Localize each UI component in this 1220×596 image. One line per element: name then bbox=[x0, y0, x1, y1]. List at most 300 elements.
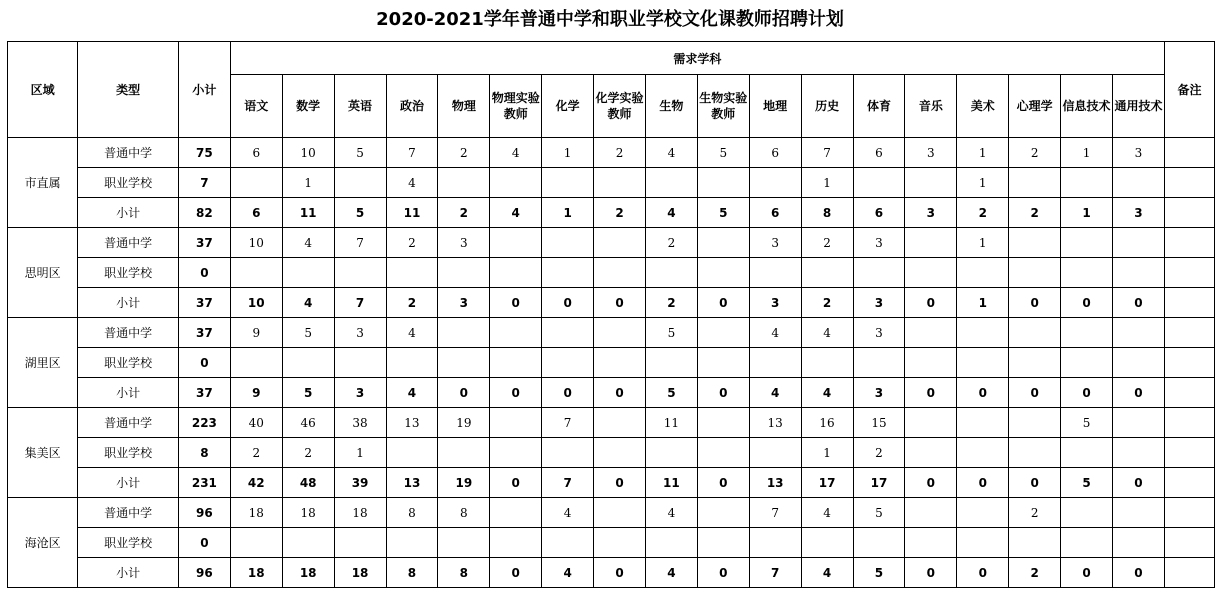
value-cell bbox=[230, 528, 282, 558]
value-cell: 3 bbox=[853, 288, 905, 318]
total-cell: 0 bbox=[178, 258, 230, 288]
region-cell: 海沧区 bbox=[8, 498, 78, 588]
value-cell: 17 bbox=[853, 468, 905, 498]
value-cell: 4 bbox=[490, 198, 542, 228]
value-cell: 5 bbox=[282, 318, 334, 348]
value-cell bbox=[1112, 228, 1164, 258]
total-cell: 8 bbox=[178, 438, 230, 468]
table-row bbox=[8, 408, 1215, 438]
value-cell bbox=[905, 168, 957, 198]
value-cell bbox=[490, 318, 542, 348]
value-cell bbox=[749, 438, 801, 468]
table-row bbox=[8, 198, 1215, 228]
total-cell: 231 bbox=[178, 468, 230, 498]
value-cell: 5 bbox=[645, 378, 697, 408]
value-cell bbox=[905, 528, 957, 558]
type-cell: 普通中学 bbox=[78, 138, 179, 168]
recruitment-plan-table bbox=[7, 41, 1215, 588]
value-cell: 3 bbox=[905, 198, 957, 228]
value-cell: 4 bbox=[542, 498, 594, 528]
value-cell: 9 bbox=[230, 318, 282, 348]
table-row bbox=[8, 498, 1215, 528]
value-cell bbox=[697, 168, 749, 198]
value-cell bbox=[853, 258, 905, 288]
value-cell: 8 bbox=[386, 498, 438, 528]
value-cell: 1 bbox=[542, 198, 594, 228]
value-cell: 0 bbox=[957, 378, 1009, 408]
value-cell bbox=[594, 438, 646, 468]
subject-header: 地理 bbox=[749, 75, 801, 138]
value-cell bbox=[957, 348, 1009, 378]
value-cell bbox=[490, 528, 542, 558]
table-row bbox=[8, 168, 1215, 198]
value-cell bbox=[1112, 438, 1164, 468]
value-cell: 2 bbox=[594, 198, 646, 228]
value-cell: 5 bbox=[853, 498, 905, 528]
type-cell: 普通中学 bbox=[78, 498, 179, 528]
subject-group-header: 需求学科 bbox=[230, 42, 1164, 75]
remark-cell bbox=[1164, 138, 1214, 168]
value-cell bbox=[1061, 318, 1113, 348]
type-cell: 普通中学 bbox=[78, 228, 179, 258]
subject-header: 语文 bbox=[230, 75, 282, 138]
value-cell bbox=[542, 438, 594, 468]
type-cell: 小计 bbox=[78, 198, 179, 228]
remark-cell bbox=[1164, 558, 1214, 588]
value-cell: 18 bbox=[230, 498, 282, 528]
region-cell: 市直属 bbox=[8, 138, 78, 228]
value-cell bbox=[697, 528, 749, 558]
value-cell bbox=[282, 528, 334, 558]
value-cell: 17 bbox=[801, 468, 853, 498]
subject-header: 信息技术 bbox=[1061, 75, 1113, 138]
table-row bbox=[8, 558, 1215, 588]
value-cell: 0 bbox=[697, 288, 749, 318]
value-cell: 0 bbox=[1061, 378, 1113, 408]
value-cell: 2 bbox=[1009, 138, 1061, 168]
value-cell: 7 bbox=[542, 468, 594, 498]
value-cell bbox=[386, 438, 438, 468]
subject-header: 体育 bbox=[853, 75, 905, 138]
value-cell bbox=[542, 348, 594, 378]
remark-cell bbox=[1164, 198, 1214, 228]
value-cell: 0 bbox=[697, 558, 749, 588]
value-cell bbox=[853, 348, 905, 378]
value-cell: 2 bbox=[438, 198, 490, 228]
value-cell bbox=[438, 348, 490, 378]
value-cell bbox=[334, 258, 386, 288]
value-cell bbox=[697, 318, 749, 348]
value-cell bbox=[905, 348, 957, 378]
value-cell bbox=[1009, 348, 1061, 378]
value-cell: 2 bbox=[230, 438, 282, 468]
value-cell: 8 bbox=[438, 558, 490, 588]
value-cell bbox=[542, 168, 594, 198]
value-cell bbox=[594, 318, 646, 348]
value-cell bbox=[594, 408, 646, 438]
table-row bbox=[8, 468, 1215, 498]
value-cell: 8 bbox=[438, 498, 490, 528]
value-cell: 5 bbox=[282, 378, 334, 408]
value-cell: 46 bbox=[282, 408, 334, 438]
value-cell: 0 bbox=[957, 558, 1009, 588]
subject-header: 生物 bbox=[645, 75, 697, 138]
value-cell bbox=[905, 438, 957, 468]
value-cell: 0 bbox=[542, 378, 594, 408]
type-cell: 小计 bbox=[78, 558, 179, 588]
value-cell: 0 bbox=[490, 558, 542, 588]
value-cell: 0 bbox=[905, 288, 957, 318]
value-cell: 3 bbox=[438, 228, 490, 258]
remark-cell bbox=[1164, 288, 1214, 318]
value-cell: 0 bbox=[1061, 558, 1113, 588]
value-cell: 1 bbox=[957, 228, 1009, 258]
value-cell bbox=[1112, 408, 1164, 438]
value-cell bbox=[1112, 498, 1164, 528]
value-cell: 4 bbox=[282, 288, 334, 318]
value-cell: 10 bbox=[230, 288, 282, 318]
value-cell: 7 bbox=[542, 408, 594, 438]
subject-header: 英语 bbox=[334, 75, 386, 138]
value-cell bbox=[957, 408, 1009, 438]
value-cell: 8 bbox=[801, 198, 853, 228]
value-cell bbox=[1112, 258, 1164, 288]
subject-header: 物理 bbox=[438, 75, 490, 138]
value-cell: 6 bbox=[230, 198, 282, 228]
value-cell: 0 bbox=[594, 468, 646, 498]
value-cell: 2 bbox=[645, 288, 697, 318]
value-cell: 13 bbox=[749, 468, 801, 498]
remark-cell bbox=[1164, 438, 1214, 468]
value-cell bbox=[1061, 168, 1113, 198]
value-cell: 4 bbox=[801, 498, 853, 528]
subject-header: 物理实验教师 bbox=[490, 75, 542, 138]
value-cell bbox=[230, 168, 282, 198]
subject-header: 美术 bbox=[957, 75, 1009, 138]
value-cell: 1 bbox=[282, 168, 334, 198]
value-cell bbox=[490, 228, 542, 258]
value-cell: 38 bbox=[334, 408, 386, 438]
value-cell bbox=[801, 528, 853, 558]
value-cell: 16 bbox=[801, 408, 853, 438]
value-cell: 13 bbox=[749, 408, 801, 438]
value-cell: 13 bbox=[386, 408, 438, 438]
value-cell: 0 bbox=[905, 468, 957, 498]
value-cell bbox=[1061, 258, 1113, 288]
value-cell bbox=[957, 438, 1009, 468]
value-cell: 0 bbox=[1112, 288, 1164, 318]
table-row bbox=[8, 528, 1215, 558]
subject-header: 音乐 bbox=[905, 75, 957, 138]
value-cell bbox=[645, 258, 697, 288]
value-cell: 4 bbox=[645, 498, 697, 528]
value-cell bbox=[1009, 258, 1061, 288]
value-cell: 7 bbox=[801, 138, 853, 168]
value-cell: 3 bbox=[853, 378, 905, 408]
value-cell: 0 bbox=[490, 468, 542, 498]
value-cell: 4 bbox=[749, 318, 801, 348]
total-cell: 96 bbox=[178, 558, 230, 588]
value-cell: 11 bbox=[645, 468, 697, 498]
remark-header: 备注 bbox=[1164, 42, 1214, 138]
value-cell bbox=[749, 348, 801, 378]
total-cell: 75 bbox=[178, 138, 230, 168]
value-cell bbox=[697, 228, 749, 258]
value-cell: 4 bbox=[386, 318, 438, 348]
value-cell: 1 bbox=[801, 438, 853, 468]
type-cell: 小计 bbox=[78, 468, 179, 498]
value-cell: 6 bbox=[749, 198, 801, 228]
region-cell: 思明区 bbox=[8, 228, 78, 318]
value-cell bbox=[801, 348, 853, 378]
value-cell: 0 bbox=[1061, 288, 1113, 318]
value-cell: 39 bbox=[334, 468, 386, 498]
remark-cell bbox=[1164, 168, 1214, 198]
value-cell bbox=[490, 408, 542, 438]
value-cell: 15 bbox=[853, 408, 905, 438]
value-cell bbox=[905, 228, 957, 258]
value-cell: 4 bbox=[801, 558, 853, 588]
value-cell: 5 bbox=[1061, 468, 1113, 498]
value-cell: 0 bbox=[697, 468, 749, 498]
value-cell bbox=[1009, 168, 1061, 198]
value-cell: 0 bbox=[594, 378, 646, 408]
value-cell bbox=[542, 228, 594, 258]
value-cell bbox=[801, 258, 853, 288]
total-cell: 37 bbox=[178, 228, 230, 258]
value-cell: 2 bbox=[645, 228, 697, 258]
total-cell: 0 bbox=[178, 528, 230, 558]
value-cell bbox=[905, 408, 957, 438]
value-cell bbox=[438, 318, 490, 348]
value-cell bbox=[334, 348, 386, 378]
total-cell: 37 bbox=[178, 318, 230, 348]
value-cell bbox=[594, 348, 646, 378]
header-row bbox=[8, 42, 1215, 75]
value-cell: 18 bbox=[230, 558, 282, 588]
subject-header: 政治 bbox=[386, 75, 438, 138]
remark-cell bbox=[1164, 408, 1214, 438]
total-cell: 37 bbox=[178, 378, 230, 408]
value-cell bbox=[957, 528, 1009, 558]
value-cell: 4 bbox=[490, 138, 542, 168]
value-cell bbox=[957, 318, 1009, 348]
value-cell: 6 bbox=[853, 138, 905, 168]
value-cell: 0 bbox=[905, 378, 957, 408]
table-row bbox=[8, 348, 1215, 378]
value-cell bbox=[645, 528, 697, 558]
value-cell: 5 bbox=[697, 138, 749, 168]
value-cell: 5 bbox=[645, 318, 697, 348]
value-cell: 0 bbox=[594, 558, 646, 588]
value-cell bbox=[490, 168, 542, 198]
value-cell: 4 bbox=[282, 228, 334, 258]
value-cell: 3 bbox=[1112, 198, 1164, 228]
value-cell bbox=[1009, 528, 1061, 558]
subject-header: 心理学 bbox=[1009, 75, 1061, 138]
value-cell bbox=[1009, 228, 1061, 258]
value-cell bbox=[594, 258, 646, 288]
value-cell: 5 bbox=[1061, 408, 1113, 438]
value-cell: 6 bbox=[853, 198, 905, 228]
remark-cell bbox=[1164, 378, 1214, 408]
value-cell bbox=[1009, 318, 1061, 348]
value-cell: 0 bbox=[957, 468, 1009, 498]
value-cell: 2 bbox=[1009, 198, 1061, 228]
value-cell: 7 bbox=[386, 138, 438, 168]
type-cell: 普通中学 bbox=[78, 318, 179, 348]
value-cell bbox=[386, 258, 438, 288]
value-cell bbox=[749, 528, 801, 558]
value-cell: 4 bbox=[386, 168, 438, 198]
value-cell: 0 bbox=[438, 378, 490, 408]
value-cell bbox=[594, 528, 646, 558]
value-cell: 10 bbox=[230, 228, 282, 258]
value-cell: 1 bbox=[957, 138, 1009, 168]
total-cell: 7 bbox=[178, 168, 230, 198]
value-cell bbox=[1112, 348, 1164, 378]
value-cell bbox=[282, 258, 334, 288]
value-cell: 2 bbox=[957, 198, 1009, 228]
value-cell: 8 bbox=[386, 558, 438, 588]
value-cell bbox=[230, 348, 282, 378]
value-cell: 40 bbox=[230, 408, 282, 438]
remark-cell bbox=[1164, 498, 1214, 528]
value-cell: 7 bbox=[334, 288, 386, 318]
region-cell: 湖里区 bbox=[8, 318, 78, 408]
remark-cell bbox=[1164, 318, 1214, 348]
value-cell bbox=[697, 348, 749, 378]
value-cell: 1 bbox=[1061, 198, 1113, 228]
value-cell: 0 bbox=[542, 288, 594, 318]
value-cell: 7 bbox=[749, 558, 801, 588]
value-cell: 0 bbox=[905, 558, 957, 588]
value-cell bbox=[1009, 438, 1061, 468]
value-cell bbox=[1061, 498, 1113, 528]
value-cell bbox=[490, 438, 542, 468]
value-cell bbox=[542, 318, 594, 348]
value-cell: 2 bbox=[1009, 558, 1061, 588]
table-row bbox=[8, 318, 1215, 348]
value-cell: 5 bbox=[334, 198, 386, 228]
value-cell: 18 bbox=[282, 558, 334, 588]
value-cell: 11 bbox=[645, 408, 697, 438]
value-cell: 3 bbox=[905, 138, 957, 168]
value-cell: 0 bbox=[1112, 468, 1164, 498]
value-cell bbox=[490, 258, 542, 288]
value-cell bbox=[386, 348, 438, 378]
value-cell: 0 bbox=[1009, 288, 1061, 318]
remark-cell bbox=[1164, 348, 1214, 378]
table-row bbox=[8, 138, 1215, 168]
value-cell: 4 bbox=[542, 558, 594, 588]
remark-cell bbox=[1164, 468, 1214, 498]
value-cell bbox=[853, 168, 905, 198]
value-cell: 4 bbox=[386, 378, 438, 408]
value-cell: 4 bbox=[645, 198, 697, 228]
value-cell: 2 bbox=[1009, 498, 1061, 528]
value-cell: 18 bbox=[334, 498, 386, 528]
value-cell: 0 bbox=[490, 288, 542, 318]
type-header: 类型 bbox=[78, 42, 179, 138]
value-cell bbox=[438, 258, 490, 288]
value-cell bbox=[386, 528, 438, 558]
value-cell: 4 bbox=[645, 138, 697, 168]
value-cell: 5 bbox=[334, 138, 386, 168]
subject-header: 数学 bbox=[282, 75, 334, 138]
value-cell bbox=[905, 258, 957, 288]
value-cell bbox=[438, 528, 490, 558]
value-cell: 19 bbox=[438, 408, 490, 438]
value-cell bbox=[1112, 318, 1164, 348]
type-cell: 职业学校 bbox=[78, 258, 179, 288]
remark-cell bbox=[1164, 258, 1214, 288]
subject-header: 生物实验教师 bbox=[697, 75, 749, 138]
value-cell bbox=[905, 498, 957, 528]
value-cell: 2 bbox=[801, 288, 853, 318]
value-cell bbox=[1061, 528, 1113, 558]
total-cell: 0 bbox=[178, 348, 230, 378]
value-cell bbox=[594, 498, 646, 528]
value-cell: 18 bbox=[282, 498, 334, 528]
value-cell: 1 bbox=[957, 168, 1009, 198]
region-cell: 集美区 bbox=[8, 408, 78, 498]
value-cell: 0 bbox=[1112, 378, 1164, 408]
remark-cell bbox=[1164, 228, 1214, 258]
value-cell: 2 bbox=[438, 138, 490, 168]
value-cell: 1 bbox=[334, 438, 386, 468]
value-cell: 13 bbox=[386, 468, 438, 498]
value-cell: 6 bbox=[749, 138, 801, 168]
value-cell: 19 bbox=[438, 468, 490, 498]
value-cell: 7 bbox=[334, 228, 386, 258]
value-cell bbox=[282, 348, 334, 378]
value-cell: 3 bbox=[749, 228, 801, 258]
table-row bbox=[8, 288, 1215, 318]
value-cell: 0 bbox=[1009, 378, 1061, 408]
type-cell: 职业学校 bbox=[78, 528, 179, 558]
total-cell: 96 bbox=[178, 498, 230, 528]
subtotal-header: 小计 bbox=[178, 42, 230, 138]
value-cell bbox=[230, 258, 282, 288]
region-header: 区域 bbox=[8, 42, 78, 138]
value-cell: 6 bbox=[230, 138, 282, 168]
page-title: 2020-2021学年普通中学和职业学校文化课教师招聘计划 bbox=[376, 9, 844, 30]
value-cell: 3 bbox=[1112, 138, 1164, 168]
table-row bbox=[8, 378, 1215, 408]
value-cell bbox=[334, 528, 386, 558]
value-cell bbox=[645, 168, 697, 198]
value-cell bbox=[334, 168, 386, 198]
value-cell bbox=[905, 318, 957, 348]
type-cell: 职业学校 bbox=[78, 348, 179, 378]
type-cell: 职业学校 bbox=[78, 168, 179, 198]
remark-cell bbox=[1164, 528, 1214, 558]
value-cell: 18 bbox=[334, 558, 386, 588]
value-cell bbox=[594, 168, 646, 198]
value-cell: 1 bbox=[801, 168, 853, 198]
value-cell: 0 bbox=[1112, 558, 1164, 588]
value-cell: 4 bbox=[749, 378, 801, 408]
value-cell bbox=[957, 498, 1009, 528]
table-row bbox=[8, 258, 1215, 288]
value-cell bbox=[645, 348, 697, 378]
value-cell bbox=[1112, 528, 1164, 558]
value-cell bbox=[1009, 408, 1061, 438]
subject-header: 化学 bbox=[542, 75, 594, 138]
value-cell: 0 bbox=[1009, 468, 1061, 498]
subject-header: 历史 bbox=[801, 75, 853, 138]
